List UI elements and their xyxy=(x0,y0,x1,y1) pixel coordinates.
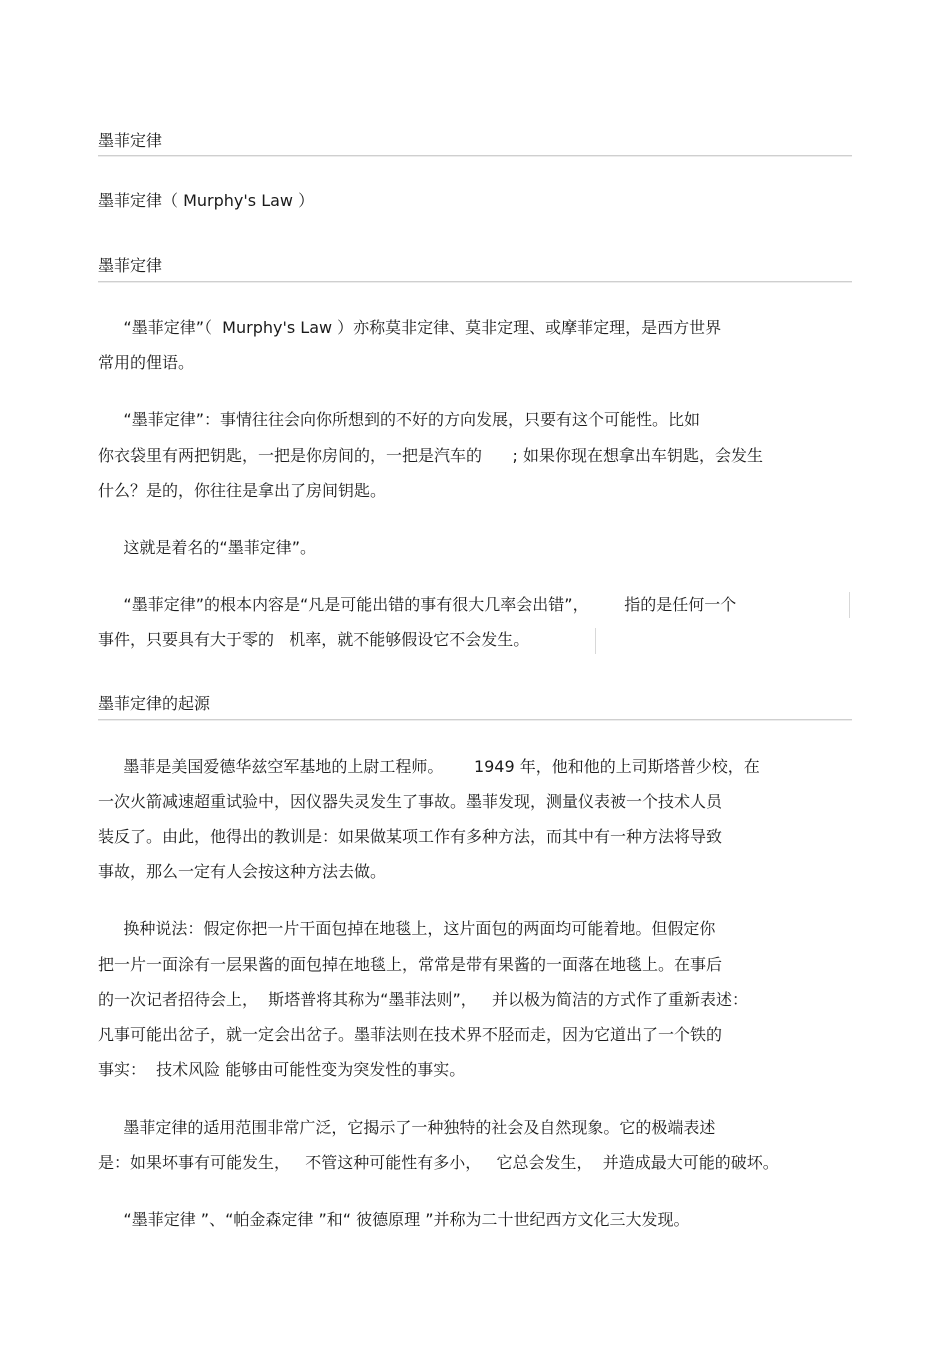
section-heading-definition: 墨菲定律 xyxy=(98,256,163,275)
paragraph-7-line-2: 是：如果坏事有可能发生， 不管这种可能性有多小， 它总会发生， 并造成最大可能的破坏。 xyxy=(98,1153,779,1172)
section-heading-murphys-law: 墨菲定律 xyxy=(98,131,163,150)
paragraph-8-line-1: “墨菲定律 ”、“帕金森定律 ”和“ 彼德原理 ”并称为二十世纪西方文化三大发现。 xyxy=(98,1210,690,1229)
section-heading-origin: 墨菲定律的起源 xyxy=(98,694,211,713)
paragraph-2-line-1: “墨菲定律”：事情往往会向你所想到的不好的方向发展，只要有这个可能性。比如 xyxy=(98,410,701,429)
document-subtitle: 墨菲定律（ Murphy's Law ） xyxy=(98,191,315,210)
paragraph-5-line-3: 装反了。由此，他得出的教训是：如果做某项工作有多种方法，而其中有一种方法将导致 xyxy=(98,827,723,846)
paragraph-5-line-1: 墨菲是美国爱德华兹空军基地的上尉工程师。 1949 年，他和他的上司斯塔普少校，在 xyxy=(98,757,760,776)
text-cursor-mark xyxy=(849,592,850,618)
paragraph-5-line-2: 一次火箭减速超重试验中，因仪器失灵发生了事故。墨菲发现，测量仪表被一个技术人员 xyxy=(98,792,723,811)
paragraph-5-line-4: 事故，那么一定有人会按这种方法去做。 xyxy=(98,862,387,881)
heading-divider xyxy=(98,719,852,721)
paragraph-6-line-3: 的一次记者招待会上， 斯塔普将其称为“墨菲法则”， 并以极为简洁的方式作了重新表述： xyxy=(98,990,749,1009)
paragraph-2-line-2: 你衣袋里有两把钥匙，一把是你房间的，一把是汽车的 ; 如果你现在想拿出车钥匙，会发生 xyxy=(98,446,763,465)
text-cursor-mark xyxy=(595,628,596,654)
paragraph-7-line-1: 墨菲定律的适用范围非常广泛，它揭示了一种独特的社会及自然现象。它的极端表述 xyxy=(98,1118,716,1137)
heading-divider xyxy=(98,281,852,283)
paragraph-6-line-5: 事实： 技术风险 能够由可能性变为突发性的事实。 xyxy=(98,1060,466,1079)
paragraph-6-line-4: 凡事可能出岔子，就一定会出岔子。墨菲法则在技术界不胫而走，因为它道出了一个铁的 xyxy=(98,1025,723,1044)
paragraph-6-line-1: 换种说法：假定你把一片干面包掉在地毯上，这片面包的两面均可能着地。但假定你 xyxy=(98,919,716,938)
paragraph-1-line-1: “墨菲定律”（ Murphy's Law ）亦称莫非定律、莫非定理、或摩菲定理，是西方世界 xyxy=(98,318,722,337)
paragraph-1-line-2: 常用的俚语。 xyxy=(98,353,195,372)
paragraph-2-line-3: 什么？是的，你往往是拿出了房间钥匙。 xyxy=(98,481,387,500)
paragraph-6-line-2: 把一片一面涂有一层果酱的面包掉在地毯上，常常是带有果酱的一面落在地毯上。在事后 xyxy=(98,955,723,974)
paragraph-4-line-2: 事件，只要具有大于零的 机率，就不能够假设它不会发生。 xyxy=(98,630,530,649)
paragraph-4-line-1: “墨菲定律”的根本内容是“凡是可能出错的事有很大几率会出错”， 指的是任何一个 xyxy=(98,595,737,614)
paragraph-3-line-1: 这就是着名的“墨菲定律”。 xyxy=(98,538,317,557)
heading-divider xyxy=(98,155,852,157)
